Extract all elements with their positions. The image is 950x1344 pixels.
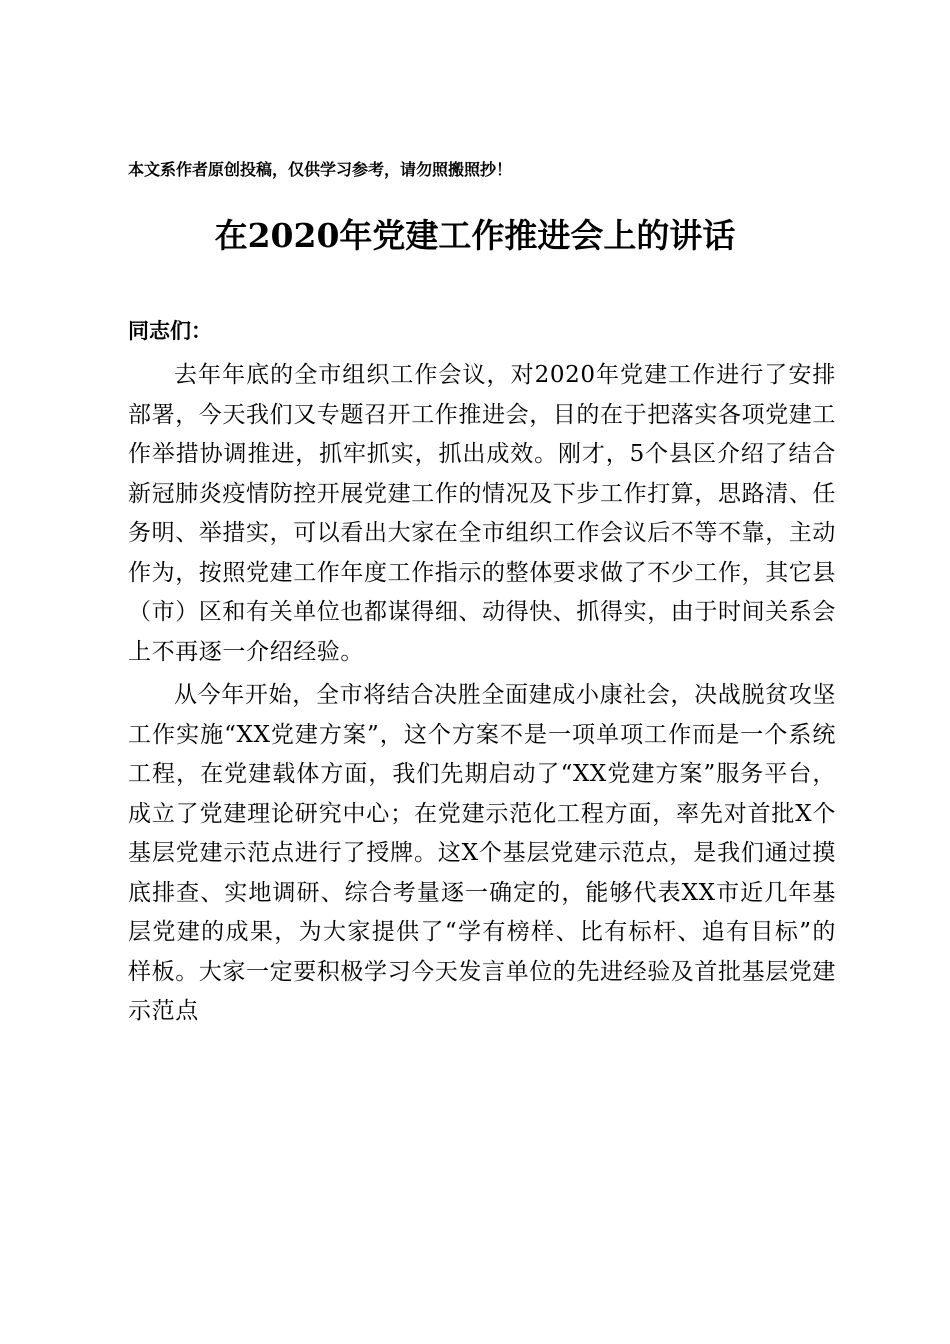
paragraph-2: 从今年开始，全市将结合决胜全面建成小康社会，决战脱贫攻坚工作实施“XX党建方案”，这个方案不是一项单项工作而是一个系统工程，在党建载体方面，我们先期启动了“XX党建方案”服务平台，成立了党建理论研究中心；在党建示范化工程方面，率先对首批X个基层党建示范点进行了授牌。这X个基层党建示范点，是我们通过摸底排查、实地调研、综合考量逐一确定的，能够代表XX市近几年基层党建的成果，为大家提供了“学有榜样、比有标杆、追有目标”的样板。大家一定要积极学习今天发言单位的先进经验及首批基层党建示范点 — [128, 682, 836, 1024]
paragraph-1: 去年年底的全市组织工作会议，对2020年党建工作进行了安排部署，今天我们又专题召开工作推进会，目的在于把落实各项党建工作举措协调推进，抓牢抓实，抓出成效。刚才，5个县区介绍了结合新冠肺炎疫情防控开展党建工作的情况及下步工作打算，思路清、任务明、举措实，可以看出大家在全市组织工作会议后不等不靠，主动作为，按照党建工作年度工作指示的整体要求做了不少工作，其它县（市）区和有关单位也都谋得细、动得快、抓得实，由于时间关系会上不再逐一介绍经验。 — [128, 362, 836, 665]
copyright-notice: 本文系作者原创投稿，仅供学习参考，请勿照搬照抄！ — [128, 160, 513, 179]
document-title: 在2020年党建工作推进会上的讲话 — [214, 216, 736, 255]
document-body — [128, 356, 836, 1032]
salutation: 同志们： — [128, 318, 212, 343]
